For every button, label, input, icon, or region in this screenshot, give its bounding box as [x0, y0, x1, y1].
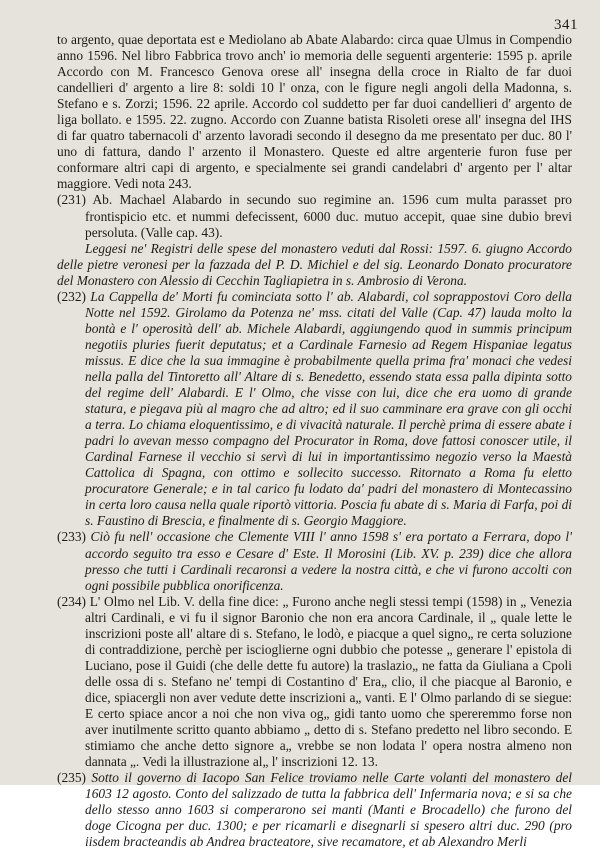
paragraph-text: to argento, quae deportata est e Mediolano ab Abate Alabardo: circa quae Ulmus in Compendio anno 1596. Nel libro Fabbrica trovo anch' io memoria delle seguenti argenterie: 1595 p. aprile Accordo con M. Francesco Genova orese all' insegna della croce in Rialto de far duoi candellieri d' argento a lire 8: soldi 10 l' onza, con le figure negli angoli della Madonna, s. Stefano e s. Zorzi; 1596. 22 aprile. Accordo col suddetto per far duoi candellieri d' argento de liga bollato. e 1595. 22. zugno. Accordo con Zuanne batista Risoleti orese all' insegna del IHS di far quatro tabernacoli d' arzento lavoradi secondo il desegno da me presentato per duc. 80 l' uno di fattura, dando l' arzento il Monastero. Queste ed altre argenterie furon fuse per conformare altri capi di argento, e specialmente sei grandi candelabri d' argento per l' altar maggiore. Vedi nota 243.	[57, 32, 572, 192]
footnote-text: Ciò fu nell' occasione che Clemente VIII l' anno 1598 s' era portato a Ferrara, dopo l' accordo seguito tra esso e Cesare d' Este. Il Morosini (Lib. XV. p. 239) dice che allora presso che tutti i Cardinali recaronsi a vedere la nostra città, e che vi furono accolti con ogni possibile pubblica onorificenza.	[85, 529, 572, 593]
note-230-continuation	[57, 32, 572, 192]
footnote-label: (231)	[57, 192, 87, 208]
footnote-233	[57, 529, 572, 593]
footnote-234	[57, 594, 572, 771]
footnote-text: La Cappella de' Morti fu cominciata sotto l' ab. Alabardi, col soprappostovi Coro della Notte nel 1592. Girolamo da Potenza ne' mss. citati del Valle (Cap. 47) lauda molto la bontà e l' operosità dell' ab. Michele Alabardi, aggiungendo quod in summis principum negotiis pluries fuerit deputatus; et a Cardinale Farnesio ad Regem Hispaniae legatus missus. E dice che la sua immagine è probabilmente quella prima fra' monaci che vedesi nella palla del Tintoretto all' Altare di s. Benedetto, essendo stata essa palla dipinta sotto del regime dell' Alabardi. E l' Olmo, che visse con lui, dice che era uomo di grande statura, e piegava più al magro che ad altro; ed il suo camminare era grave con gli occhi a terra. Lo chiama eloquentissimo, e di vivacità naturale. Il perchè prima di essere abate i padri lo avevan messo compagno del Procurator in Roma, dove fattosi conoscer utile, il Cardinal Farnese il vecchio si servì di lui in importantissimo negozio verso la Maestà Cattolica di Spagna, con ottimo e sollecito successo. Ritornato a Roma fu eletto procuratore Generale; e in tal carico fu lodato da' padri del monastero di Montecassino in certa loro causa nella quale riportò vittoria. Poscia fu abate di s. Maria di Farfa, poi di s. Faustino di Brescia, e finalmente di s. Georgio Maggiore.	[85, 288, 572, 529]
footnote-label: (235)	[57, 770, 87, 786]
footnote-text: Ab. Machael Alabardo in secundo suo regimine an. 1596 cum multa parasset pro frontispicio etc. et nummi defecissent, 6000 duc. mutuo accepit, quae sine dubio brevi persoluta. (Valle cap. 43).	[85, 192, 572, 240]
footnote-231	[57, 192, 572, 240]
footnote-label: (232)	[57, 288, 87, 304]
notes-body	[57, 32, 572, 850]
footnote-label: (233)	[57, 529, 87, 545]
page-number: 341	[554, 17, 578, 33]
footnote-235	[57, 770, 572, 850]
footnote-text: L' Olmo nel Lib. V. della fine dice: „ Furono anche negli stessi tempi (1598) in „ Venezia altri Cardinali, e vi fu il signor Baronio che non era ancora Cardinale, il „ quale lette le inscrizioni poste all' altare di s. Stefano, le lodò, e piacque a quel signo„ re certa soluzione di contraddizione, perchè per iscioglierne ogni dubbio che potesse „ generare l' epistola di Luciano, pose il Guidi (che delle dette fu autore) la traslazio„ ne fatta da Giuliana a Cpoli delle ossa di s. Stefano ne' tempi di Costantino d' Era„ clio, il che piacque al Baronio, e dice, spiacergli non aver vedute dette inscrizioni a„ vanti. E l' Olmo parlando di se siegue: E certo spiace ancor a noi che non viva og„ gidi tanto uomo che spereremmo forse non aver inutilmente scritto quanto abbiamo „ detto di s. Stefano predetto nel libro secondo. E stimiamo che anche detto signore a„ vrebbe se non lodata l' opera nostra almeno non dannata „. Vedi la illustrazione al„ l' inscrizioni 12. 13.	[85, 593, 572, 770]
paragraph-text: Leggesi ne' Registri delle spese del monastero veduti dal Rossi: 1597. 6. giugno Accordo delle pietre veronesi per la fazzada del P. D. Michiel e del sig. Leonardo Donato procuratore del Monastero con Alessio di Cecchin Tagliapietra in s. Ambrosio di Verona.	[57, 240, 572, 288]
footnote-label: (234)	[57, 593, 87, 609]
footnote-232	[57, 289, 572, 530]
footnote-text: Sotto il governo di Iacopo San Felice troviamo nelle Carte volanti del monastero del 1603 12 agosto. Conto del salizzado de tutta la fabbrica dell' Infermaria nova; e si sa che dello stesso anno 1603 si comperarono sei manti (Manti e Brocadello) che furono del doge Cicogna per duc. 1300; e per ricamarli e disegnarli si spesero altri duc. 290 (pro iisdem bracteandis ab Andrea bracteatore, sive recamatore, et ab Alexandro Merli	[85, 770, 572, 850]
footnote-231-addendum	[57, 241, 572, 289]
